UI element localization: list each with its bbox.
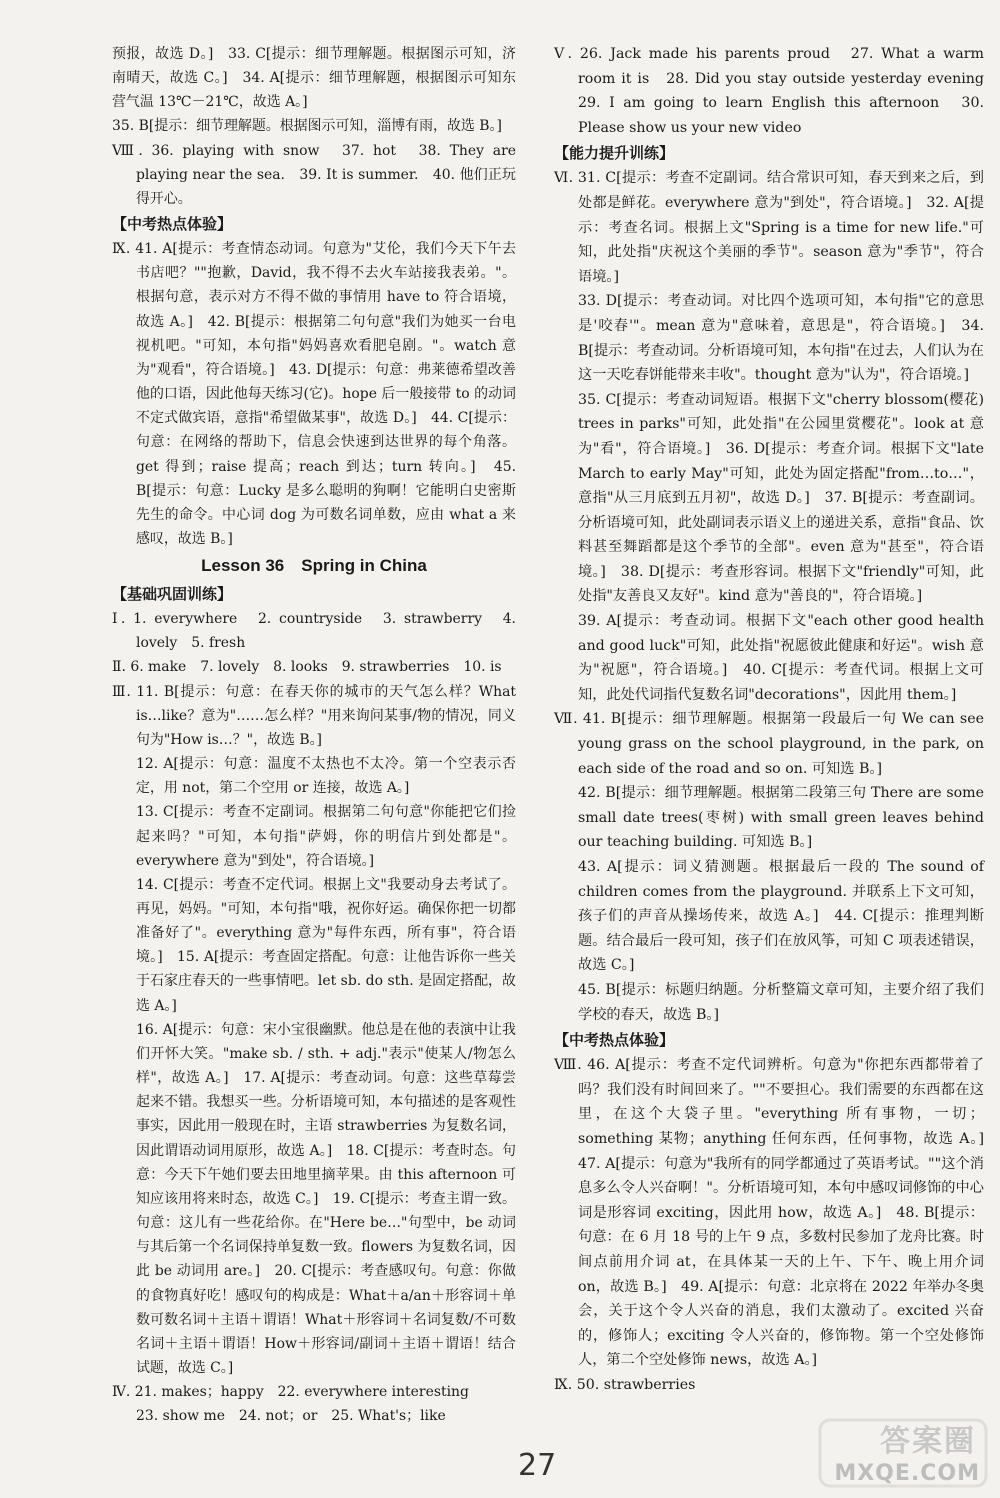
answer-paragraph: 23. show me 24. not；or 25. What's；like: [136, 1408, 446, 1425]
answer-block: Ⅳ. 21. makes；happy 22. everywhere interesting: [112, 1384, 469, 1401]
section-heading: 【能力提升训练】: [554, 144, 675, 163]
answer-paragraph: 35. C[提示：考查动词短语。根据下文"cherry blossom(樱花) trees in parks"可知，此处指"在公园里赏樱花"。look at 意为"看"，符合语境。] 36. D[提示：考查介词。根据下文"late March to early May"可知，此处为固定搭配"from…to…"，意指"从三月底到五月初"，故选 D。] 37. B[提示：考查副词。分析语境可知，此处副词表示语义上的递进关系，意指"食品、饮料甚至舞蹈都是这个季节的全部"。even 意为"甚至"，符合语境。] 38. D[提示：考查形容词。根据下文"friendly"可知，此处指"友善良又友好"。kind 意为"善良的"，符合语境。]: [578, 391, 984, 605]
section-heading: 【基础巩固训练】: [112, 585, 233, 604]
answer-block: Ⅲ. 11. B[提示：句意：在春天你的城市的天气怎么样？What is…like？意为"……怎么样？"用来询问某事/物的情况，同义句为"How is…？"，故选 B。]: [112, 683, 516, 748]
answer-block: Ⅱ. 6. make 7. lovely 8. looks 9. strawberries 10. is: [112, 659, 502, 676]
watermark-text-cn: 答案圈: [880, 1424, 976, 1459]
answer-block: Ⅰ. 1. everywhere 2. countryside 3. strawberry 4. lovely 5. fresh: [112, 611, 516, 652]
answer-block: Ⅸ. 41. A[提示：考查情态动词。句意为"艾伦，我们今天下午去书店吧？""抱歉，David，我不得不去火车站接我表弟。"。根据句意，表示对方不得不做的事情用 have to 符合语境，故选 A。] 42. B[提示：根据第二句句意"我们为她买一台电视机吧。"可知，本句指"妈妈喜欢看肥皂剧。"。watch 意为"观看"，符合语境。] 43. D[提示：句意：弗莱德希望改善他的口语，因此他每天练习(它)。hope 后一般接带 to 的动词不定式做宾语，意指"希望做某事"，故选 D。] 44. C[提示：句意：在网络的帮助下，信息会快速到达世界的每个角落。get 得到；raise 提高；reach 到达；turn 转向。] 45. B[提示：句意：Lucky 是多么聪明的狗啊！它能明白史密斯先生的命令。中心词 dog 为可数名词单数，应由 what a 来感叹，故选 B。]: [112, 241, 516, 547]
answer-block: Ⅷ. 36. playing with snow 37. hot 38. They are playing near the sea. 39. It is summer. 40. 他们正玩得开心。: [112, 142, 516, 207]
answer-paragraph: 35. B[提示：细节理解题。根据图示可知，淄博有雨，故选 B。]: [112, 118, 502, 135]
left-column: [112, 42, 516, 1428]
answer-block: Ⅶ. 41. B[提示：细节理解题。根据第一段最后一句 We can see young grass on the school playground, in the park, on each side of the road and so on. 可知选 B。]: [554, 711, 984, 777]
lesson-title: Lesson 36 Spring in China: [201, 556, 427, 576]
answer-paragraph: 14. C[提示：考查不定代词。根据上文"我要动身去考试了。再见，妈妈。"可知，本句指"哦，祝你好运。确保你把一切都准备好了"。everything 意为"每件东西，所有事"，符合语境。] 15. A[提示：考查固定搭配。句意：让他告诉你一些关于石家庄春天的一些事情吧。let sb. do sth. 是固定搭配，故选 A。]: [136, 876, 516, 1014]
answer-block: Ⅴ. 26. Jack made his parents proud 27. What a warm room it is 28. Did you stay outside yesterday evening 29. I am going to learn English this afternoon 30. Please show us your new video: [554, 46, 999, 136]
page-number: 27: [518, 1448, 557, 1483]
answer-paragraph: 16. A[提示：句意：宋小宝很幽默。他总是在他的表演中让我们开怀大笑。"make sb. / sth. + adj."表示"使某人/物怎么样"，故选 A。] 17. A[提示：考查动词。句意：这些草莓尝起来不错。我想买一些。分析语境可知，本句描述的是客观性事实，因此用一般现在时，主语 strawberries 为复数名词，因此谓语动词用原形，故选 A。] 18. C[提示：考查时态。句意：今天下午她们要去田地里摘苹果。由 this afternoon 可知应该用将来时态，故选 C。] 19. C[提示：考查主谓一致。句意：这儿有一些花给你。在"Here be…"句型中，be 动词与其后第一个名词保持单复数一致。flowers 为复数名词，因此 be 动词用 are。] 20. C[提示：考查感叹句。句意：你做的食物真好吃！感叹句的构成是：What＋a/an＋形容词＋单数可数名词＋主语＋谓语！What＋形容词＋名词复数/不可数名词＋主语＋谓语！How＋形容词/副词＋主语＋谓语！结合试题，故选 C。]: [136, 1021, 516, 1376]
answer-paragraph: 43. A[提示：词义猜测题。根据最后一段的 The sound of children comes from the playground. 并联系上下文可知，孩子们的声音从操场传来，故选 A。] 44. C[提示：推理判断题。结合最后一段可知，孩子们在放风筝，可知 C 项表述错误，故选 C。]: [578, 859, 984, 974]
answer-paragraph: 12. A[提示：句意：温度不太热也不太冷。第一个空表示否定，用 not，第二个空用 or 连接，故选 A。]: [136, 756, 516, 797]
answer-block: Ⅸ. 50. strawberries: [554, 1376, 696, 1393]
watermark-url: MXQE.COM: [834, 1461, 980, 1486]
answer-paragraph: 预报，故选 D。] 33. C[提示：细节理解题。根据图示可知，济南晴天，故选 C。] 34. A[提示：细节理解题，根据图示可知东营气温 13℃－21℃，故选 A。]: [112, 46, 516, 111]
right-column: [554, 42, 999, 1397]
answer-block: Ⅷ. 46. A[提示：考查不定代词辨析。句意为"你把东西都带着了吗？我们没有时间回来了。""不要担心。我们需要的东西都在这里，在这个大袋子里。"everything 所有事物，一切；something 某物；anything 任何东西，任何事物，故选 A。] 47. A[提示：句意为"我所有的同学都通过了英语考试。""这个消息多么令人兴奋啊！"。分析语境可知，本句中感叹词修饰的中心词是形容词 exciting，因此用 how，故选 A。] 48. B[提示：句意：在 6 月 18 号的上午 9 点，多数村民参加了龙舟比赛。时间点前用介词 at，在具体某一天的上午、下午、晚上用介词 on，故选 B。] 49. A[提示：句意：北京将在 2022 年举办冬奥会，关于这个令人兴奋的消息，我们太激动了。excited 兴奋的，修饰人；exciting 令人兴奋的，修饰物。第一个空处修饰人，第二个空处修饰 news，故选 A。]: [554, 1057, 999, 1369]
answer-paragraph: 33. D[提示：考查动词。对比四个选项可知，本句指"它的意思是'咬春'"。mean 意为"意味着，意思是"，符合语境。] 34. B[提示：考查动词。分析语境可知，本句指"在过去，人们认为在这一天吃春饼能带来丰收"。thought 意为"认为"，符合语境。]: [578, 293, 984, 384]
answer-paragraph: 13. C[提示：考查不定副词。根据第二句句意"你能把它们捡起来吗？"可知，本句指"萨姆，你的明信片到处都是"。everywhere 意为"到处"，符合语境。]: [136, 804, 516, 869]
answer-block: Ⅵ. 31. C[提示：考查不定副词。结合常识可知，春天到来之后，到处都是鲜花。everywhere 意为"到处"，符合语境。] 32. A[提示：考查名词。根据上文"Spring is a time for new life."可知，此处指"庆祝这个美丽的季节"。season 意为"季节"，符合语境。]: [554, 170, 984, 285]
answer-paragraph: 42. B[提示：细节理解题。根据第二段第三句 There are some small date trees(枣树) with small green leaves behind our teaching building. 可知选 B。]: [578, 785, 984, 851]
section-heading: 【中考热点体验】: [554, 1031, 675, 1050]
answer-paragraph: 39. A[提示：考查动词。根据下文"each other good health and good luck"可知，此处指"祝愿彼此健康和好运"。wish 意为"祝愿"，符合语境。] 40. C[提示：考查代词。根据上文可知，此处代词指代复数名词"decorations"，因此用 them。]: [578, 613, 984, 703]
section-heading: 【中考热点体验】: [112, 215, 233, 234]
answer-paragraph: 45. B[提示：标题归纳题。分析整篇文章可知，主要介绍了我们学校的春天，故选 B。]: [578, 981, 984, 1023]
